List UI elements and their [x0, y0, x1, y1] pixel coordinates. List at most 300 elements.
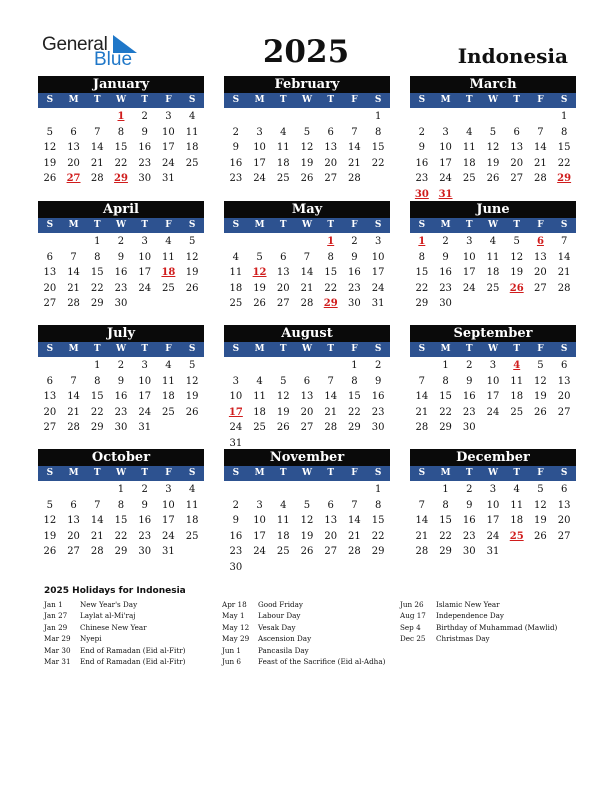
- weekday-label: S: [560, 344, 568, 354]
- month-may: [224, 201, 390, 312]
- day-cell: 23: [348, 282, 361, 294]
- day-cell: 7: [327, 375, 334, 387]
- month-title: November: [224, 449, 390, 466]
- day-cell: 30: [138, 173, 152, 184]
- empty-cell: [529, 109, 553, 125]
- day-cell: 30: [229, 561, 243, 573]
- day-cell: 23: [114, 282, 128, 294]
- day-cell: 20: [276, 282, 290, 294]
- day-cell: 30: [462, 422, 476, 433]
- weekday-header: [410, 342, 576, 357]
- day-cell: 29: [439, 422, 452, 433]
- day-cell: 20: [510, 157, 524, 169]
- empty-cell: [38, 109, 62, 125]
- day-cell: 9: [117, 251, 125, 263]
- day-cell: 1: [560, 111, 568, 122]
- weekday-label: T: [93, 468, 101, 478]
- day-grid: [224, 234, 390, 312]
- holiday-date: 27: [66, 173, 81, 184]
- day-cell: 31: [486, 546, 500, 557]
- weekday-header: [410, 93, 576, 108]
- day-cell: 12: [43, 515, 57, 526]
- weekday-label: T: [513, 220, 521, 230]
- day-cell: 16: [138, 515, 152, 526]
- day-cell: 20: [534, 267, 547, 278]
- day-cell: 10: [439, 142, 452, 153]
- holiday-name: Vesak Day: [258, 622, 296, 632]
- weekday-label: F: [351, 344, 358, 354]
- day-cell: 24: [486, 406, 500, 418]
- month-march: [410, 76, 576, 202]
- day-cell: 7: [560, 236, 568, 247]
- empty-cell: [295, 234, 319, 250]
- day-cell: 16: [348, 267, 361, 278]
- day-cell: 2: [141, 111, 148, 122]
- day-cell: 6: [303, 375, 311, 387]
- day-cell: 25: [276, 173, 290, 184]
- day-cell: 28: [415, 546, 429, 557]
- day-cell: 5: [303, 126, 311, 138]
- day-cell: 11: [510, 375, 524, 387]
- weekday-label: W: [115, 95, 127, 105]
- day-grid: [224, 358, 390, 451]
- day-cell: 24: [439, 173, 452, 184]
- day-cell: 15: [371, 142, 385, 153]
- day-cell: 19: [185, 267, 199, 278]
- empty-cell: [410, 109, 434, 125]
- day-cell: 6: [327, 126, 334, 138]
- empty-cell: [457, 109, 481, 125]
- day-cell: 15: [114, 515, 128, 526]
- day-cell: 9: [232, 515, 240, 526]
- holiday-name: Ascension Day: [258, 634, 312, 644]
- day-cell: 26: [253, 298, 266, 309]
- day-cell: 31: [162, 546, 175, 557]
- day-cell: 11: [276, 515, 290, 526]
- day-cell: 25: [462, 173, 476, 184]
- day-cell: 27: [300, 422, 314, 433]
- day-cell: 31: [138, 422, 152, 433]
- day-cell: 17: [138, 267, 152, 278]
- day-cell: 29: [90, 298, 104, 309]
- day-cell: 30: [462, 546, 476, 557]
- day-cell: 14: [90, 515, 104, 526]
- weekday-header: [38, 466, 204, 481]
- day-cell: 21: [415, 406, 429, 418]
- day-cell: 22: [348, 406, 361, 418]
- day-cell: 7: [351, 126, 358, 138]
- day-cell: 22: [90, 406, 104, 418]
- holiday-date-label: May 1: [222, 611, 245, 621]
- day-cell: 9: [374, 375, 382, 387]
- weekday-label: S: [46, 344, 54, 354]
- day-cell: 20: [67, 157, 80, 169]
- weekday-label: F: [351, 95, 358, 105]
- weekday-label: S: [46, 95, 54, 105]
- day-cell: 18: [276, 157, 290, 169]
- day-cell: 3: [165, 484, 172, 495]
- weekday-label: M: [254, 220, 265, 230]
- weekday-label: F: [351, 220, 358, 230]
- holiday-entry: [44, 646, 219, 657]
- day-cell: 24: [162, 157, 175, 169]
- day-cell: 7: [70, 375, 77, 387]
- month-title: March: [410, 76, 576, 93]
- day-cell: 23: [138, 530, 152, 542]
- day-cell: 5: [188, 236, 196, 247]
- month-april: [38, 201, 204, 312]
- day-cell: 17: [371, 267, 385, 278]
- day-cell: 10: [253, 515, 266, 526]
- holiday-date-label: Mar 29: [44, 634, 71, 644]
- day-cell: 17: [486, 515, 500, 526]
- country-name: Indonesia: [457, 44, 568, 68]
- month-november: [224, 449, 390, 575]
- day-cell: 21: [348, 157, 361, 169]
- day-cell: 27: [324, 546, 338, 557]
- weekday-label: T: [141, 344, 149, 354]
- day-cell: 1: [351, 360, 358, 371]
- day-cell: 16: [138, 142, 152, 153]
- day-cell: 2: [351, 236, 358, 247]
- day-cell: 14: [415, 391, 429, 402]
- day-cell: 3: [141, 236, 148, 247]
- day-cell: 15: [415, 267, 429, 278]
- day-cell: 8: [117, 126, 125, 138]
- holiday-date: 29: [114, 173, 128, 184]
- weekday-label: M: [254, 95, 265, 105]
- day-cell: 21: [324, 406, 338, 418]
- holiday-date-label: Jun 26: [400, 600, 424, 609]
- day-cell: 4: [165, 360, 172, 371]
- day-cell: 14: [300, 267, 314, 278]
- day-cell: 26: [534, 406, 547, 418]
- day-cell: 13: [276, 267, 290, 278]
- weekday-label: T: [465, 220, 473, 230]
- day-cell: 26: [486, 173, 500, 184]
- weekday-header: [38, 342, 204, 357]
- day-cell: 11: [162, 251, 175, 263]
- day-cell: 24: [253, 173, 266, 184]
- day-cell: 18: [185, 142, 199, 153]
- empty-cell: [62, 482, 86, 498]
- day-cell: 14: [324, 391, 338, 402]
- holiday-entry: [400, 611, 575, 622]
- day-cell: 28: [348, 173, 361, 184]
- legend-title: 2025 Holidays for Indonesia: [44, 586, 186, 596]
- empty-cell: [85, 109, 109, 125]
- weekday-label: T: [141, 220, 149, 230]
- day-cell: 27: [324, 173, 338, 184]
- day-cell: 3: [442, 126, 449, 138]
- day-cell: 5: [537, 484, 544, 495]
- day-cell: 8: [94, 375, 101, 387]
- day-cell: 9: [442, 251, 449, 263]
- day-cell: 16: [462, 391, 476, 402]
- day-cell: 8: [351, 375, 358, 387]
- empty-cell: [38, 482, 62, 498]
- empty-cell: [38, 358, 62, 374]
- day-cell: 13: [324, 142, 338, 153]
- day-cell: 2: [232, 499, 240, 511]
- empty-cell: [271, 109, 295, 125]
- month-title: June: [410, 201, 576, 218]
- day-cell: 23: [415, 173, 429, 184]
- holiday-date-label: Sep 4: [400, 622, 421, 632]
- legend-column: [400, 600, 575, 646]
- day-cell: 28: [557, 282, 571, 294]
- holiday-date-label: Jun 1: [222, 645, 241, 655]
- day-cell: 18: [253, 406, 266, 418]
- weekday-header: [410, 466, 576, 481]
- day-cell: 9: [466, 499, 473, 511]
- month-title: September: [410, 325, 576, 342]
- weekday-label: S: [232, 95, 240, 105]
- holiday-date: 18: [161, 267, 176, 278]
- weekday-label: F: [351, 468, 358, 478]
- day-cell: 12: [185, 251, 199, 263]
- day-cell: 22: [90, 282, 104, 294]
- holiday-name: End of Ramadan (Eid al-Fitr): [80, 656, 186, 666]
- empty-cell: [295, 358, 319, 374]
- holiday-date-label: Apr 18: [222, 600, 247, 609]
- holiday-entry: [44, 623, 219, 634]
- empty-cell: [295, 109, 319, 125]
- holiday-legend: [44, 586, 574, 680]
- day-cell: 20: [324, 530, 338, 542]
- day-cell: 2: [141, 484, 148, 495]
- day-grid: [38, 109, 204, 187]
- day-cell: 29: [114, 546, 128, 557]
- day-cell: 24: [162, 530, 175, 542]
- day-cell: 30: [114, 298, 128, 309]
- weekday-label: W: [301, 468, 313, 478]
- day-cell: 28: [90, 546, 104, 557]
- weekday-label: S: [188, 95, 196, 105]
- day-grid: [38, 358, 204, 436]
- weekday-label: F: [165, 344, 172, 354]
- weekday-label: F: [165, 220, 172, 230]
- holiday-name: End of Ramadan (Eid al-Fitr): [80, 645, 186, 655]
- weekday-label: S: [374, 344, 382, 354]
- day-cell: 25: [185, 157, 199, 169]
- day-cell: 4: [165, 236, 172, 247]
- day-cell: 7: [418, 375, 426, 387]
- day-cell: 20: [557, 515, 571, 526]
- weekday-label: S: [232, 344, 240, 354]
- weekday-label: S: [46, 220, 54, 230]
- day-cell: 24: [138, 282, 152, 294]
- empty-cell: [85, 482, 109, 498]
- empty-cell: [343, 109, 367, 125]
- day-cell: 18: [276, 530, 290, 542]
- day-cell: 12: [43, 142, 57, 153]
- day-cell: 31: [371, 298, 385, 309]
- legend-column: [44, 600, 219, 668]
- day-cell: 12: [300, 142, 314, 153]
- weekday-label: W: [487, 95, 499, 105]
- holiday-name: Pancasila Day: [258, 645, 309, 655]
- day-cell: 15: [90, 267, 104, 278]
- weekday-label: S: [374, 220, 382, 230]
- day-cell: 26: [43, 546, 57, 557]
- day-cell: 18: [162, 391, 175, 402]
- holiday-date-label: May 29: [222, 634, 250, 644]
- day-cell: 11: [185, 499, 199, 511]
- day-cell: 21: [534, 157, 547, 169]
- day-cell: 14: [534, 142, 547, 153]
- holiday-date-label: Jun 6: [222, 656, 241, 666]
- day-cell: 7: [94, 499, 101, 511]
- day-cell: 24: [138, 406, 152, 418]
- weekday-label: W: [115, 344, 127, 354]
- weekday-label: T: [141, 468, 149, 478]
- day-cell: 20: [300, 406, 314, 418]
- empty-cell: [248, 109, 272, 125]
- day-cell: 27: [276, 298, 290, 309]
- day-cell: 22: [439, 530, 452, 542]
- day-cell: 8: [374, 499, 382, 511]
- month-february: [224, 76, 390, 187]
- day-cell: 6: [560, 484, 568, 495]
- day-cell: 7: [351, 499, 358, 511]
- weekday-label: T: [513, 344, 521, 354]
- day-cell: 15: [114, 142, 128, 153]
- month-title: February: [224, 76, 390, 93]
- empty-cell: [319, 358, 343, 374]
- day-cell: 11: [253, 391, 266, 402]
- day-cell: 21: [67, 282, 80, 294]
- day-cell: 24: [462, 282, 476, 294]
- day-cell: 10: [229, 391, 243, 402]
- day-cell: 29: [90, 422, 104, 433]
- day-cell: 11: [486, 251, 500, 263]
- empty-cell: [248, 358, 272, 374]
- day-cell: 17: [138, 391, 152, 402]
- day-cell: 2: [374, 360, 382, 371]
- day-cell: 25: [510, 406, 524, 418]
- day-cell: 24: [229, 422, 243, 433]
- weekday-label: S: [418, 95, 426, 105]
- day-cell: 7: [94, 126, 101, 138]
- day-cell: 10: [253, 142, 266, 153]
- weekday-label: M: [440, 220, 451, 230]
- day-cell: 20: [67, 530, 80, 542]
- day-cell: 12: [276, 391, 290, 402]
- day-cell: 15: [557, 142, 571, 153]
- day-cell: 2: [117, 236, 125, 247]
- day-cell: 8: [560, 126, 568, 138]
- day-cell: 15: [348, 391, 361, 402]
- holiday-date-label: Mar 30: [44, 645, 71, 655]
- day-cell: 11: [510, 499, 524, 511]
- weekday-header: [224, 466, 390, 481]
- weekday-label: F: [537, 344, 544, 354]
- day-cell: 13: [43, 391, 57, 402]
- day-cell: 17: [253, 157, 266, 169]
- day-cell: 16: [415, 157, 429, 169]
- weekday-label: W: [301, 220, 313, 230]
- day-cell: 8: [418, 251, 426, 263]
- day-cell: 27: [43, 298, 57, 309]
- holiday-name: Feast of the Sacrifice (Eid al-Adha): [258, 656, 386, 666]
- legend-columns: [44, 600, 574, 680]
- empty-cell: [271, 234, 295, 250]
- day-grid: [38, 482, 204, 560]
- day-cell: 25: [162, 406, 175, 418]
- holiday-date: 31: [438, 188, 453, 200]
- holiday-entry: [44, 600, 219, 611]
- day-cell: 4: [232, 251, 240, 263]
- weekday-label: F: [165, 95, 172, 105]
- holiday-date: 1: [418, 236, 426, 247]
- day-cell: 3: [466, 236, 473, 247]
- day-cell: 23: [462, 406, 476, 418]
- weekday-label: T: [279, 344, 287, 354]
- holiday-name: Independence Day: [436, 611, 504, 621]
- day-cell: 21: [300, 282, 314, 294]
- day-cell: 31: [229, 437, 243, 449]
- day-cell: 18: [510, 515, 524, 526]
- day-cell: 25: [276, 546, 290, 557]
- empty-cell: [62, 358, 86, 374]
- day-cell: 8: [327, 251, 334, 263]
- day-cell: 27: [43, 422, 57, 433]
- day-cell: 3: [141, 360, 148, 371]
- day-cell: 13: [43, 267, 57, 278]
- month-july: [38, 325, 204, 436]
- holiday-entry: [44, 634, 219, 645]
- day-cell: 17: [162, 142, 175, 153]
- holiday-date-label: Jan 1: [44, 600, 63, 609]
- weekday-label: T: [465, 468, 473, 478]
- day-cell: 26: [276, 422, 290, 433]
- day-cell: 28: [324, 422, 338, 433]
- day-cell: 13: [557, 499, 571, 511]
- holiday-entry: [400, 600, 575, 611]
- holiday-date: 6: [536, 236, 544, 247]
- holiday-date-label: Mar 31: [44, 656, 71, 666]
- day-cell: 17: [439, 157, 452, 169]
- weekday-header: [224, 218, 390, 233]
- day-cell: 23: [371, 406, 385, 418]
- weekday-label: W: [487, 468, 499, 478]
- day-cell: 14: [67, 391, 80, 402]
- weekday-label: T: [327, 220, 335, 230]
- month-title: August: [224, 325, 390, 342]
- day-cell: 1: [374, 111, 382, 122]
- month-october: [38, 449, 204, 560]
- weekday-label: M: [254, 344, 265, 354]
- day-cell: 18: [185, 515, 199, 526]
- holiday-date-label: Aug 17: [400, 611, 426, 621]
- day-cell: 12: [534, 375, 547, 387]
- weekday-label: T: [279, 220, 287, 230]
- day-cell: 2: [442, 236, 449, 247]
- holiday-entry: [400, 623, 575, 634]
- day-cell: 18: [510, 391, 524, 402]
- day-cell: 4: [466, 126, 473, 138]
- day-cell: 13: [557, 375, 571, 387]
- day-cell: 24: [371, 282, 385, 294]
- weekday-label: S: [560, 95, 568, 105]
- day-cell: 22: [415, 282, 429, 294]
- logo-text-general: General: [42, 34, 108, 55]
- holiday-date: 4: [513, 360, 521, 371]
- day-cell: 26: [185, 282, 199, 294]
- day-cell: 4: [188, 484, 196, 495]
- holiday-date: 30: [414, 188, 429, 200]
